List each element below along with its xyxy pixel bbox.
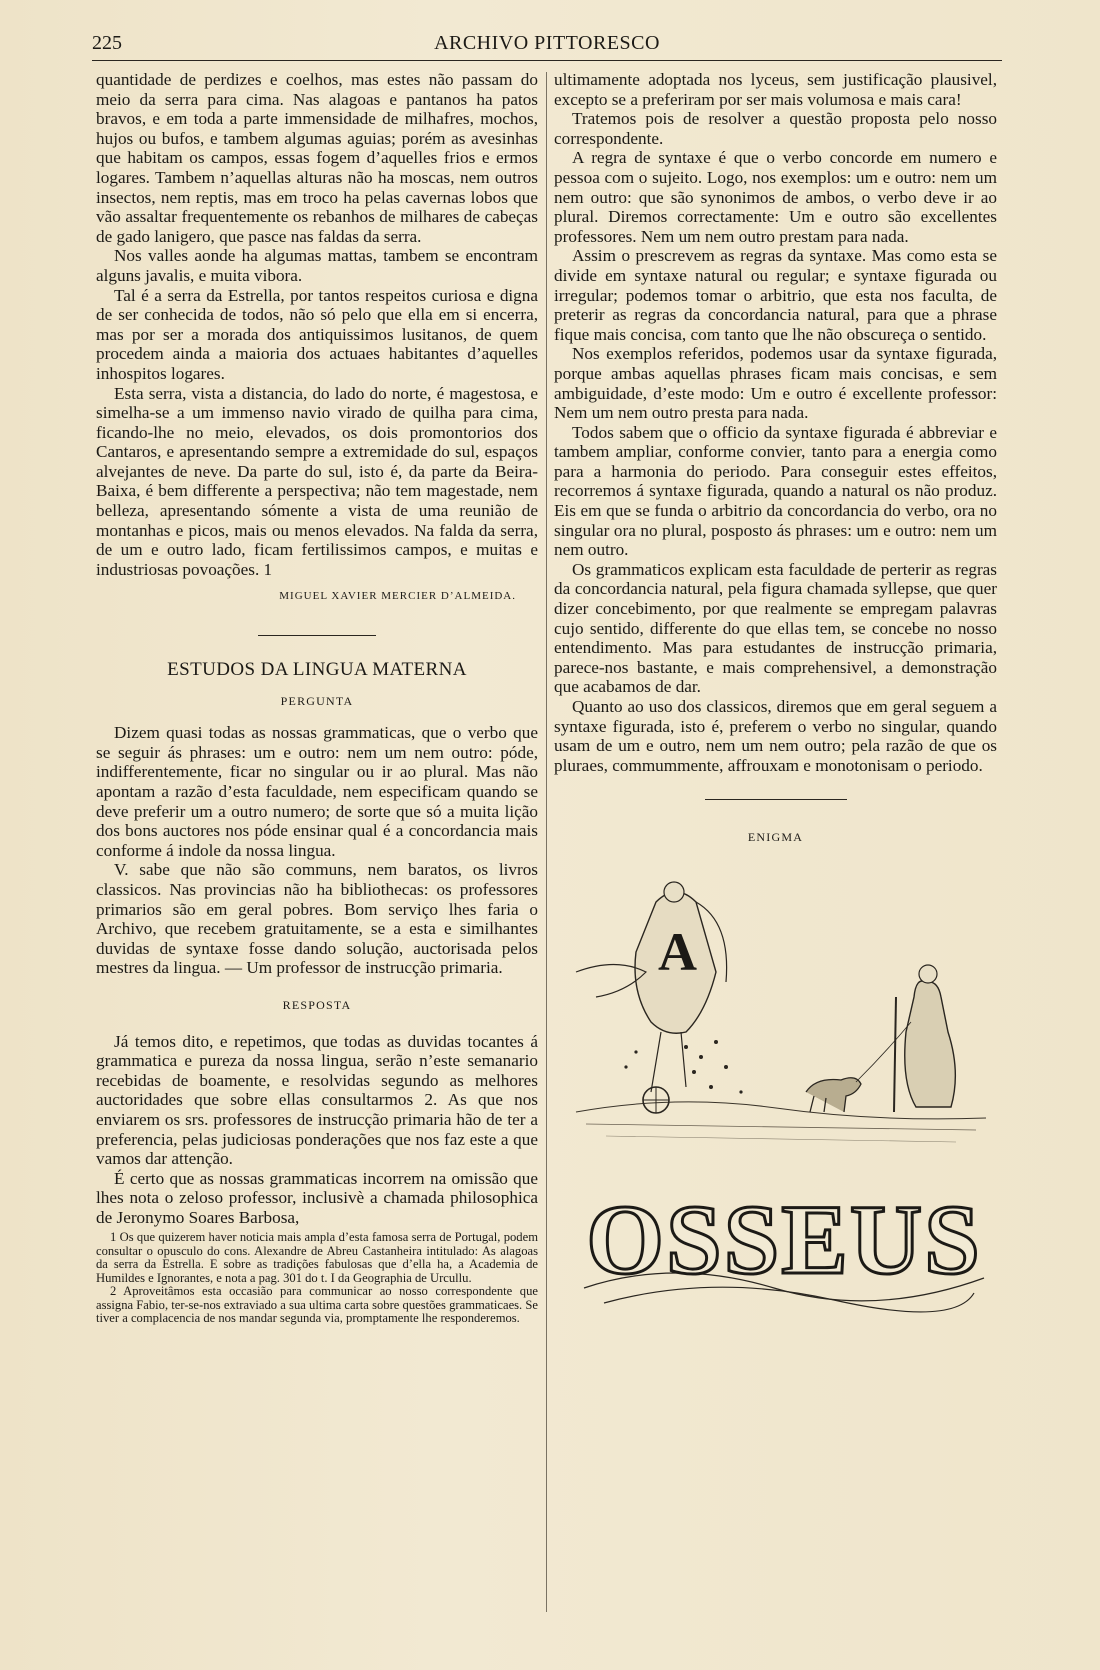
answer-paragraph: É certo que as nossas grammaticas incorrem na omissão que lhes nota o zeloso professor, inclusivè a chamada philosophica de Jeronymo Soares Barbosa, bbox=[96, 1168, 538, 1227]
answer-paragraph: Nos exemplos referidos, podemos usar da syntaxe figurada, porque ambas aquellas phrases ficam mais concisas, e sem ambiguidade, d’este modo: Um e outro é excellente professor: Nem um nem outro presta para nada. bbox=[554, 344, 997, 423]
question-paragraph: Dizem quasi todas as nossas grammaticas, que o verbo que se seguir ás phrases: um e outro: nem um nem outro: póde, indifferentemente, ficar no singular ou ir ao plural. Mas não apontam a razão d’esta faculdade, nem especificam quando se deve preferir um a outro numero; de sorte que só a muita lição dos bons auctores nos póde ensinar qual é a concordancia mais conforme á indole da nossa lingua. bbox=[96, 723, 538, 860]
answer-paragraph: Quanto ao uso dos classicos, diremos que em geral seguem a syntaxe figurada, isto é, preferem o verbo no singular, quando usam de um e outro, nem um nem outro; pela razão de que os pluraes, commummente, affrouxam e monotonisam o periodo. bbox=[554, 697, 997, 775]
running-title: ARCHIVO PITTORESCO bbox=[434, 32, 660, 54]
page-header bbox=[92, 30, 1002, 61]
footnotes bbox=[96, 1231, 538, 1325]
answer-paragraph: Tratemos pois de resolver a questão proposta pelo nosso correspondente. bbox=[554, 109, 997, 148]
enigma-word-art bbox=[574, 1168, 994, 1318]
footnote: 2 Aproveitâmos esta occasião para communicar ao nosso correspondente que assigna Fabio, ter-se-nos extraviado a sua ultima carta sobre questões grammaticaes. Se tiver a complacencia de nos mandar segunda via, promptamente lhe responderemos. bbox=[96, 1284, 538, 1325]
enigma-heading: ENIGMA bbox=[747, 830, 804, 845]
section-separator bbox=[258, 635, 376, 636]
page-number: 225 bbox=[92, 32, 122, 54]
answer-paragraph: Todos sabem que o officio da syntaxe figurada é abbreviar e tambem ampliar, conforme convier, tanto para a energia como para a harmonia do periodo. Para conseguir estes effeitos, recorremos á syntaxe figurada, quando a natural os não produz. Eis em que se funda o arbitrio da concordancia do verbo, ora no singular ora no plural, posposto ás phrases: um e outro: nem um nem outro. bbox=[554, 422, 997, 560]
question-paragraph: V. sabe que não são communs, nem baratos, os livros classicos. Nas provincias não ha bibliothecas: os professores primarios são em geral pobres. Bom serviço lhes faria o Archivo, que recebem gratuitamente, se a esta e similhantes duvidas de syntaxe fosse dando solução, auctorisada pelos mestres da lingua. — Um professor de instrucção primaria. bbox=[96, 860, 538, 978]
answer-paragraph: Assim o prescrevem as regras da syntaxe. Mas como esta se divide em syntaxe natural ou regular; e syntaxe figurada ou irregular; podemos tomar o arbitrio, que esta nos faculta, de preterir as regras da concordancia natural, para que a phrase fique mais concisa, com tanto que lhe não obscureça o sentido. bbox=[554, 246, 997, 344]
answer-heading: RESPOSTA bbox=[282, 997, 352, 1012]
left-column bbox=[96, 70, 538, 1325]
section-separator bbox=[705, 799, 847, 800]
enigma-illustration bbox=[556, 862, 996, 1162]
author-signature: MIGUEL XAVIER MERCIER D’ALMEIDA. bbox=[279, 590, 516, 603]
question-heading: PERGUNTA bbox=[280, 693, 354, 708]
enigma-word: OSSEUS bbox=[586, 1183, 982, 1295]
article-paragraph: quantidade de perdizes e coelhos, mas estes não passam do meio da serra para cima. Nas alagoas e pantanos ha patos bravos, e em toda a parte immensidade de milhafres, mochos, hujos ou bufos, e tambem algumas aguias; porém as avesinhas que habitam os campos, essas fogem d’aquelles frios e ermos logares. Tambem n’aquellas alturas não ha moscas, nem outros insectos, nem reptis, mas em troco ha pelas cavernas lobos que vão assaltar frequentemente os rebanhos de milhares de cabeças de gado lanigero, que pasce nas faldas da serra. bbox=[96, 70, 538, 246]
enigma-letter: A bbox=[657, 921, 697, 982]
section-title: ESTUDOS DA LINGUA MATERNA bbox=[167, 659, 467, 681]
answer-paragraph: A regra de syntaxe é que o verbo concorde em numero e pessoa com o sujeito. Logo, nos exemplos: um e outro: nem um nem outro: que são synonimos de ambos, o verbo deve ir ao plural. Diremos correctamente: Um e outro são excellentes professores. Nem um nem outro prestam para nada. bbox=[554, 148, 997, 246]
answer-paragraph: Já temos dito, e repetimos, que todas as duvidas tocantes á grammatica e pureza da nossa lingua, serão n’este semanario recebidas de boamente, e resolvidas segundo as melhores auctoridades que sobre ellas consultarmos 2. As que nos enviarem os srs. professores de instrucção primaria hão de ter a preferencia, pelas judiciosas ponderações que nos faz este a que vamos dar attenção. bbox=[96, 1031, 538, 1169]
article-paragraph: Esta serra, vista a distancia, do lado do norte, é magestosa, e simelha-se a um immenso navio virado de quilha para cima, ficando-lhe no meio, elevados, os dois promontorios dos Cantaros, e apresentando sempre a extremidade do sul, espaços alvejantes de neve. Da parte do sul, isto é, da parte da Beira-Baixa, é bem differente a perspectiva; não tem magestade, nem belleza, apresentando sómente a vista de uma reunião de montanhas e picos, mais ou menos elevados. Na falda da serra, de um e outro lado, ficam fertilissimos campos, e muitas e industriosas povoações. 1 bbox=[96, 383, 538, 579]
article-paragraph: Nos valles aonde ha algumas mattas, tambem se encontram alguns javalis, e muita vibora. bbox=[96, 246, 538, 285]
answer-paragraph: ultimamente adoptada nos lyceus, sem justificação plausivel, excepto se a preferiram por ser mais volumosa e mais cara! bbox=[554, 70, 997, 109]
answer-paragraph: Os grammaticos explicam esta faculdade de perterir as regras da concordancia natural, pela figura chamada syllepse, que quer dizer concebimento, por que realmente se empregam palavras cujo sentido, differente do que ellas tem, se concebe no nosso entendimento. Mas para estudantes de instrucção primaria, parece-nos bastante, e mais comprehensivel, a demonstração que acabamos de dar. bbox=[554, 559, 997, 697]
right-column bbox=[554, 70, 997, 1318]
footnote: 1 Os que quizerem haver noticia mais ampla d’esta famosa serra de Portugal, podem consultar o opusculo do cons. Alexandre de Abreu Castanheira intitulado: As alagoas da serra da Estrella. E sobre as tradições fabulosas que d’ella ha, a Academia de Humildes e Ignorantes, e nota a pag. 301 do t. I da Geographia de Urcullu. bbox=[96, 1230, 538, 1285]
article-paragraph: Tal é a serra da Estrella, por tantos respeitos curiosa e digna de ser conhecida de todos, não só pelo que ella em si encerra, mas por ser a morada dos antiquissimos lusitanos, de quem procedem ainda a maioria dos actuaes habitantes d’aquelles inhospitos logares. bbox=[96, 285, 538, 383]
column-divider bbox=[546, 72, 547, 1612]
